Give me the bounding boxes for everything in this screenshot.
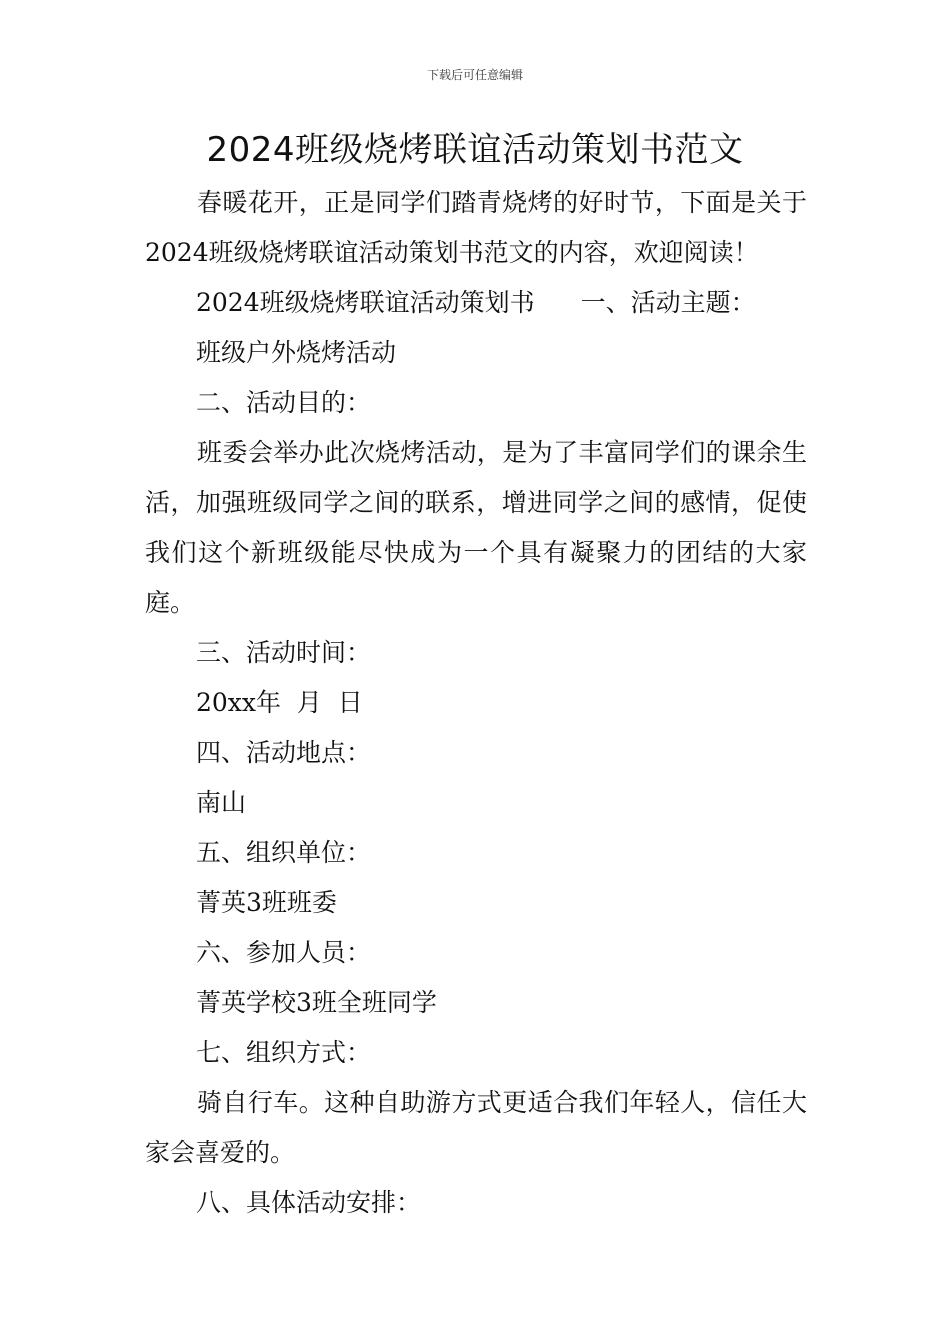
section-heading-organizer: 五、组织单位： <box>196 838 372 867</box>
method-paragraph: 骑自行车。这种自助游方式更适合我们年轻人，信任大家会喜爱的。 <box>145 1088 807 1167</box>
theme-text: 班级户外烧烤活动 <box>196 338 397 367</box>
place-text: 南山 <box>196 788 247 817</box>
intro-paragraph: 春暖花开，正是同学们踏青烧烤的好时节，下面是关于2024班级烧烤联谊活动策划书范文的内容，欢迎阅读！ <box>145 188 807 267</box>
document-body <box>145 178 807 1228</box>
section-heading-schedule: 八、具体活动安排： <box>196 1188 422 1217</box>
time-text: 20xx年 月 日 <box>196 688 363 717</box>
document-title: 2024班级烧烤联谊活动策划书范文 <box>206 130 744 170</box>
section-heading-time: 三、活动时间： <box>196 638 372 667</box>
page-header: 下载后可任意编辑 <box>426 68 523 82</box>
section-heading-theme: 一、活动主题： <box>580 288 756 317</box>
section-heading-purpose: 二、活动目的： <box>196 388 372 417</box>
section-heading-participants: 六、参加人员： <box>196 938 372 967</box>
plan-name: 2024班级烧烤联谊活动策划书 <box>196 288 535 317</box>
participants-text: 菁英学校3班全班同学 <box>196 988 437 1017</box>
plan-title-line <box>145 278 807 328</box>
section-heading-place: 四、活动地点： <box>196 738 372 767</box>
section-heading-method: 七、组织方式： <box>196 1038 372 1067</box>
organizer-text: 菁英3班班委 <box>196 888 337 917</box>
purpose-paragraph: 班委会举办此次烧烤活动，是为了丰富同学们的课余生活，加强班级同学之间的联系，增进同学之间的感情，促使我们这个新班级能尽快成为一个具有凝聚力的团结的大家庭。 <box>145 438 807 617</box>
